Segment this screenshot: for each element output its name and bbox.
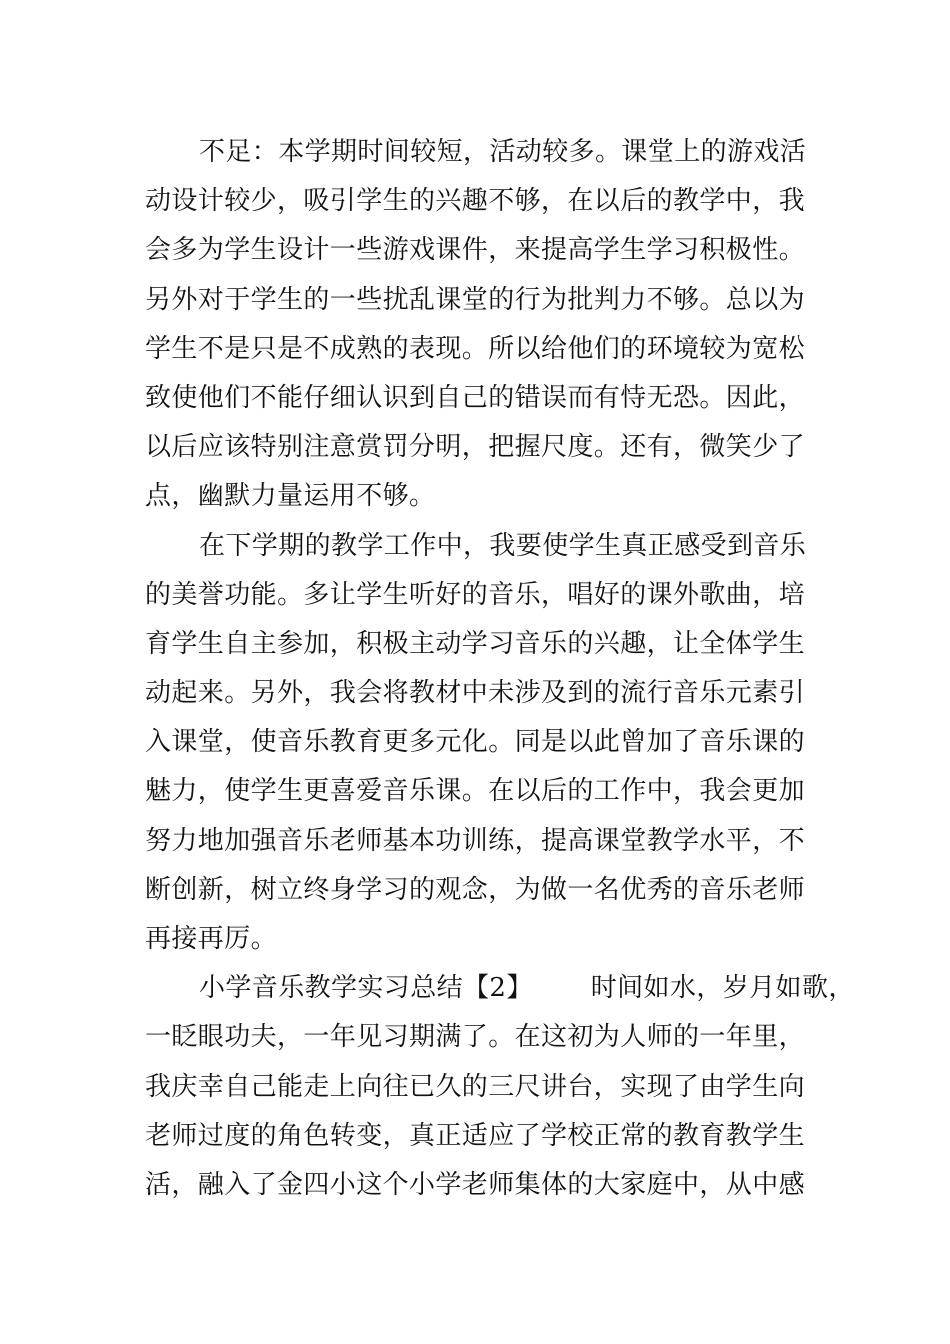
- paragraph-line: 努力地加强音乐老师基本功训练，提高课堂教学水平，不: [145, 825, 806, 856]
- paragraph-line: 学生不是只是不成熟的表现。所以给他们的环境较为宽松: [145, 333, 806, 364]
- paragraph-line: 会多为学生设计一些游戏课件，来提高学生学习积极性。: [145, 235, 806, 266]
- paragraph-line: 以后应该特别注意赏罚分明，把握尺度。还有，微笑少了: [145, 432, 806, 463]
- paragraph-line: 老师过度的角色转变，真正适应了学校正常的教育教学生: [145, 1120, 806, 1151]
- paragraph-line: 致使他们不能仔细认识到自己的错误而有恃无恐。因此，: [145, 382, 806, 413]
- paragraph-line: 入课堂，使音乐教育更多元化。同是以此曾加了音乐课的: [145, 727, 806, 758]
- summary-2-first-line: [145, 964, 855, 1013]
- paragraph-line: 育学生自主参加，积极主动学习音乐的兴趣，让全体学生: [145, 628, 806, 659]
- paragraph-line-rest: 时间如水，岁月如歌，: [590, 973, 855, 1004]
- paragraph-line: 一眨眼功夫，一年见习期满了。在这初为人师的一年里，: [145, 1022, 806, 1053]
- paragraph-line: 在下学期的教学工作中，我要使学生真正感受到音乐: [199, 530, 807, 561]
- paragraph-line: 不足：本学期时间较短，活动较多。课堂上的游戏活: [199, 137, 807, 167]
- document-body: [145, 128, 855, 1210]
- paragraph-line: 再接再厉。: [145, 924, 278, 954]
- paragraph-line: 断创新，树立终身学习的观念，为做一名优秀的音乐老师: [145, 874, 806, 905]
- paragraph-line: 的美誉功能。多让学生听好的音乐，唱好的课外歌曲，培: [145, 579, 806, 610]
- paragraph-line: 魅力，使学生更喜爱音乐课。在以后的工作中，我会更加: [145, 776, 806, 807]
- section-heading: 小学音乐教学实习总结【2】: [199, 973, 533, 1004]
- paragraph-line: 动起来。另外，我会将教材中未涉及到的流行音乐元素引: [145, 678, 806, 709]
- paragraph-line: 活，融入了金四小这个小学老师集体的大家庭中，从中感: [145, 1169, 806, 1200]
- paragraph-line: 另外对于学生的一些扰乱课堂的行为批判力不够。总以为: [145, 284, 806, 315]
- paragraph-line: 动设计较少，吸引学生的兴趣不够，在以后的教学中，我: [145, 186, 806, 217]
- paragraph-line: 点，幽默力量运用不够。: [145, 481, 436, 512]
- paragraph-line: 我庆幸自己能走上向往已久的三尺讲台，实现了由学生向: [145, 1071, 806, 1102]
